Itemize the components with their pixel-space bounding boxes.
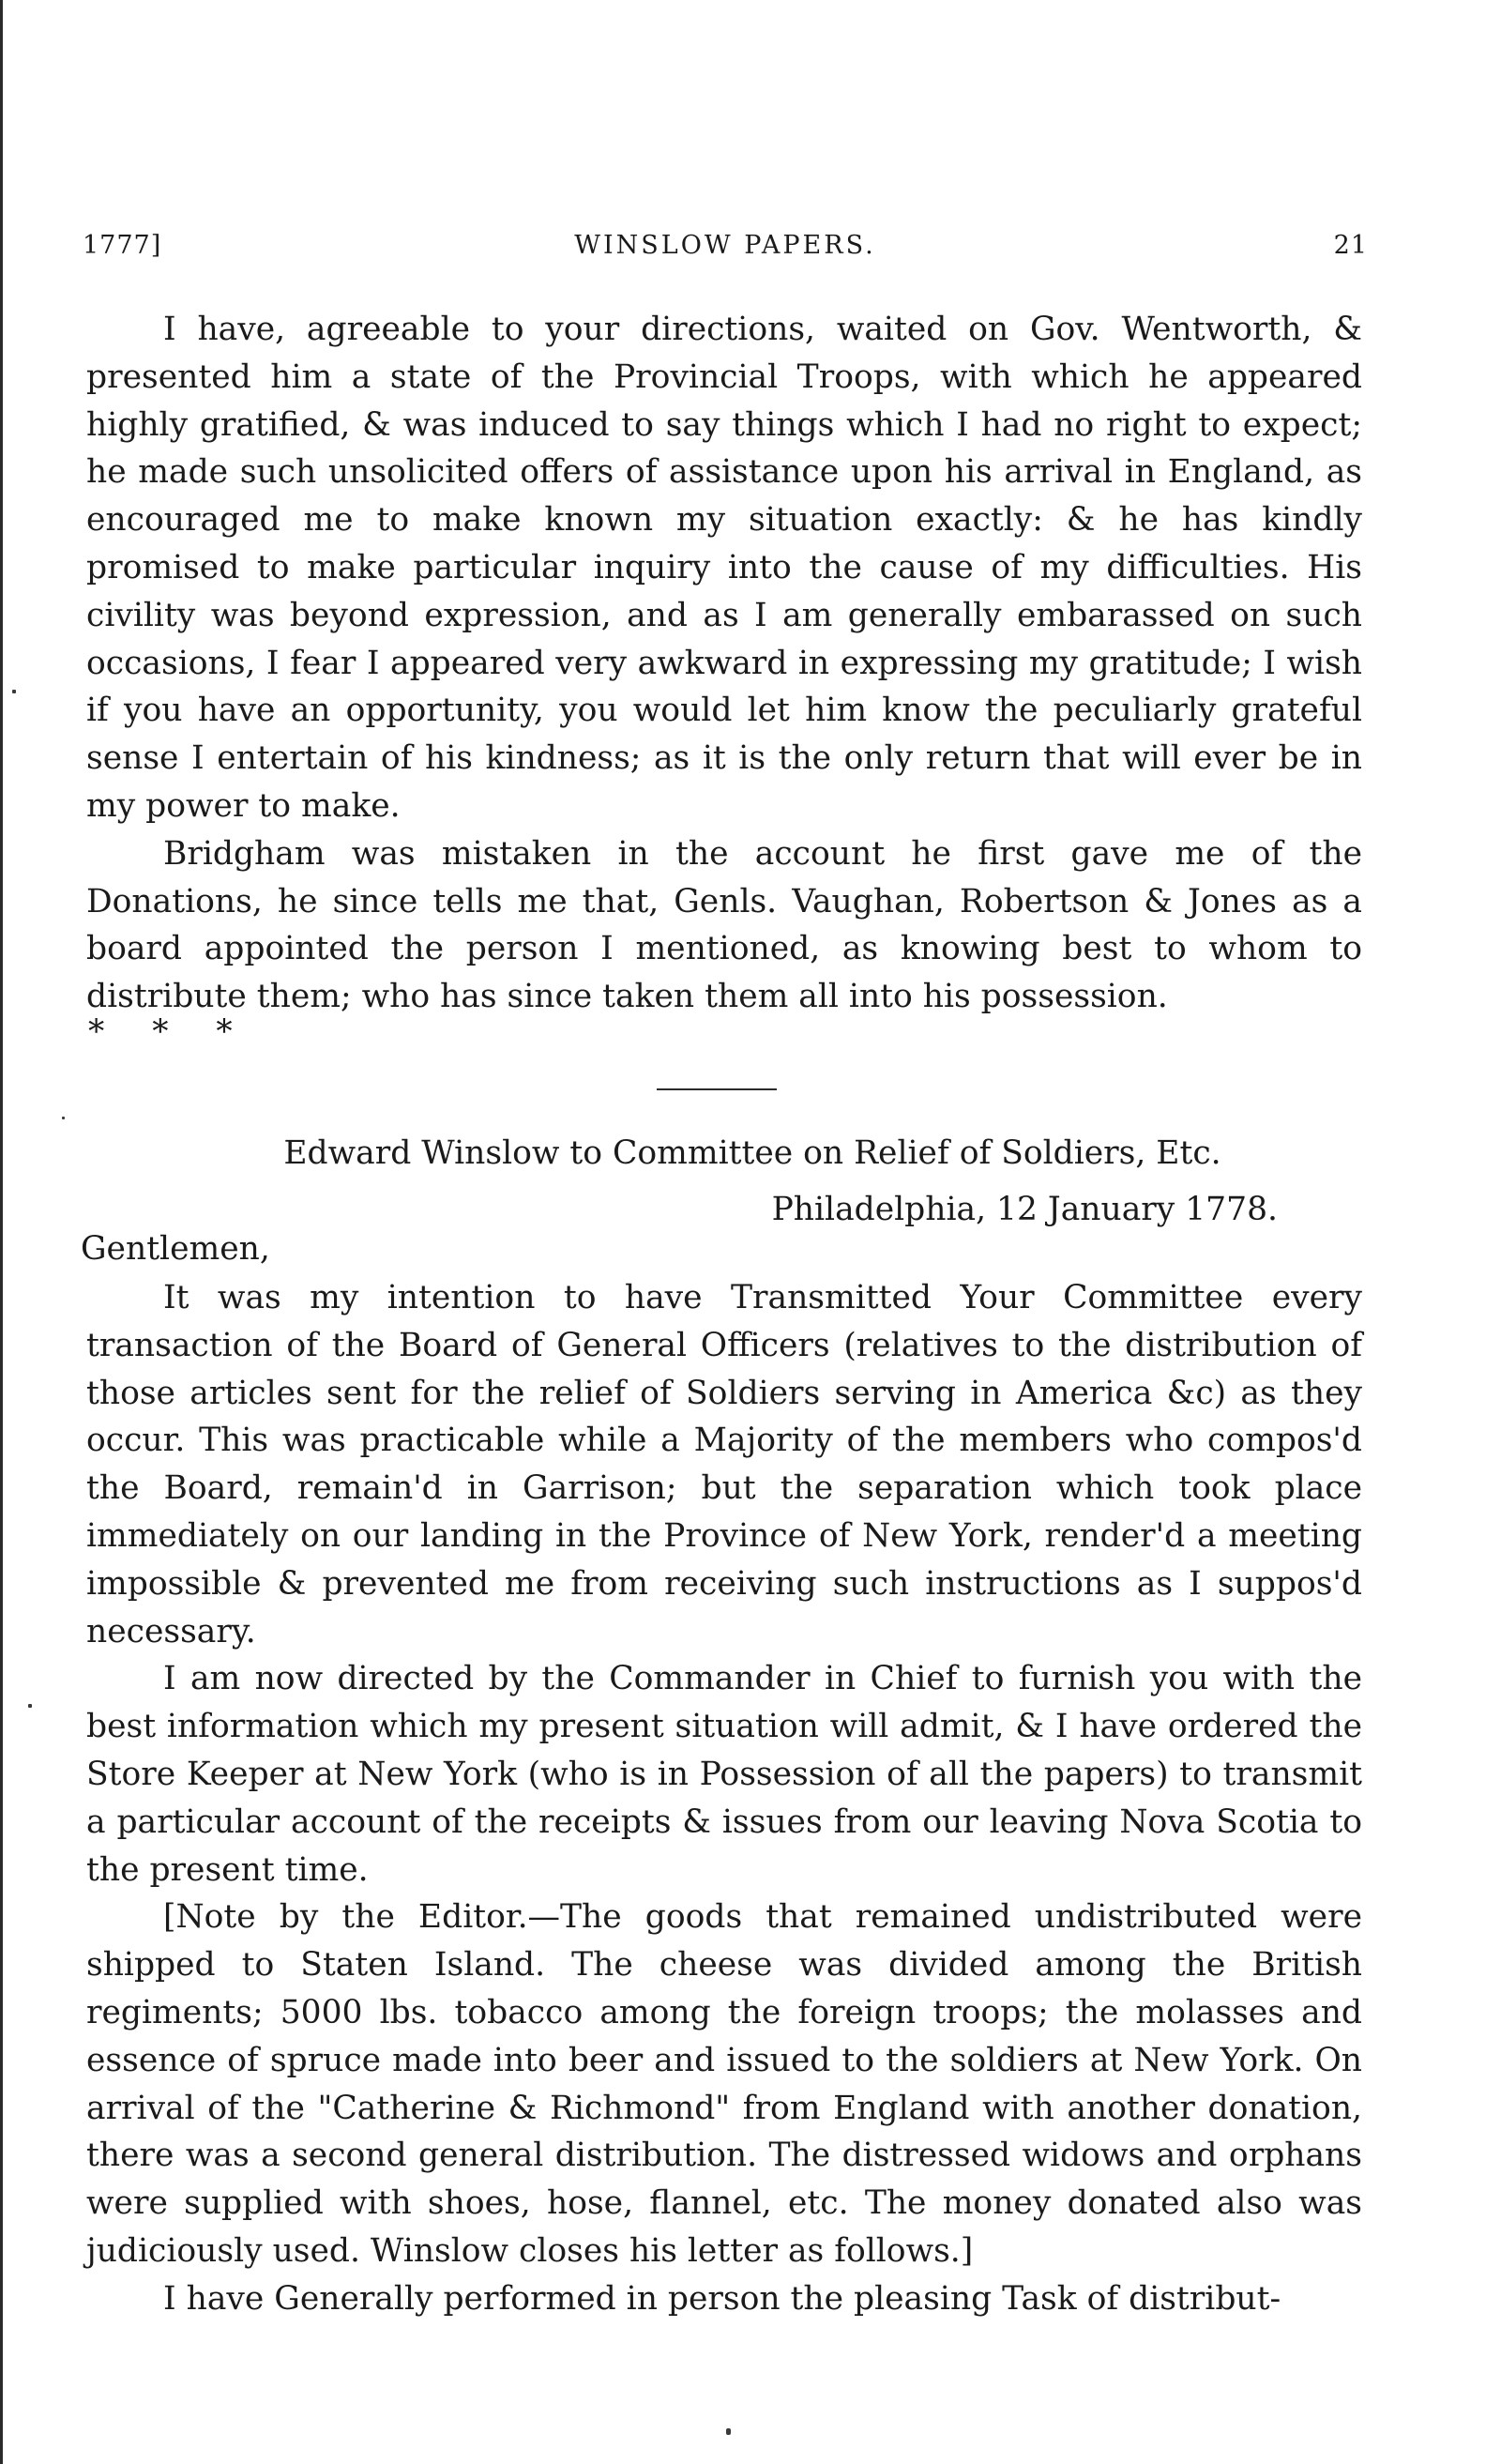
running-head-title: WINSLOW PAPERS. [574, 231, 876, 260]
footer-mark [726, 2428, 731, 2435]
letter-2-salutation: Gentlemen, [81, 1230, 270, 1268]
margin-speck [62, 1117, 65, 1119]
letter-1-paragraph-1: I have, agreeable to your directions, waited on Gov. Wentworth, & presented him a state of the Provincial Troops, with which he appeared highly gratified, & was induced to say things which I had no right to expect; he made such unsolicited offers of assistance upon his arrival in England, as encouraged me to make known my situation exactly: & he has kindly promised to make particular inquiry into the cause of my difficulties. His civility was beyond expression, and as I am generally embarassed on such occasions, I fear I appeared very awkward in expressing my gratitude; I wish if you have an opportunity, you would let him know the peculiarly grateful sense I entertain of his kindness; as it is the only return that will ever be in my power to make. [86, 311, 1362, 825]
page-number: 21 [1333, 231, 1368, 260]
letter-1-paragraph-2: Bridgham was mistaken in the account he first gave me of the Donations, he since tells me that, Genls. Vaughan, Robertson & Jones as a board appointed the person I mentioned, as knowing best to whom to distribute them; who has since taken them all into his possession. [86, 834, 1362, 1016]
letter-2-paragraph-1: It was my intention to have Transmitted Your Committee every transaction of the Board of General Officers (relatives to the distribution of those articles sent for the relief of Soldiers serving in America &c) as they occur. This was practicable while a Majority of the members who compos'd the Board, remain'd in Garrison; but the separation which took place immediately on our landing in the Province of New York, render'd a meeting impossible & prevented me from receiving such instructions as I suppos'd necessary. [86, 1279, 1362, 1650]
letter-1-body [86, 306, 1362, 1055]
margin-speck [28, 1704, 32, 1708]
letter-2-body [86, 1274, 1362, 2323]
margin-speck [12, 690, 16, 693]
letter-2-paragraph-2: I am now directed by the Commander in Chief to furnish you with the best information which my present situation will admit, & I have ordered the Store Keeper at New York (who is in Possession of all the papers) to transmit a particular account of the receipts & issues from our leaving Nova Scotia to the present time. [86, 1660, 1362, 1889]
letter-2-paragraph-3: I have Generally performed in person the pleasing Task of distribut- [163, 2279, 1281, 2318]
running-head-year: 1777] [83, 231, 162, 260]
editor-note-paragraph: [Note by the Editor.—The goods that remained undistributed were shipped to Staten Island. The cheese was divided among the British regiments; 5000 lbs. tobacco among the foreign troops; the molasses and essence of spruce made into beer and issued to the soldiers at New York. On arrival of the "Catherine & Richmond" from England with another donation, there was a second general distribution. The distressed widows and orphans were supplied with shoes, hose, flannel, etc. The money donated also was judiciously used. Winslow closes his letter as follows.] [86, 1898, 1362, 2270]
running-head [83, 231, 1368, 268]
page-edge-line [0, 0, 3, 2464]
ellipsis-stars: * * * [88, 1012, 233, 1051]
letter-2-dateline: Philadelphia, 12 January 1778. [771, 1191, 1278, 1228]
section-divider-rule [657, 1088, 777, 1090]
letter-2-heading: Edward Winslow to Committee on Relief of Soldiers, Etc. [283, 1134, 1221, 1172]
